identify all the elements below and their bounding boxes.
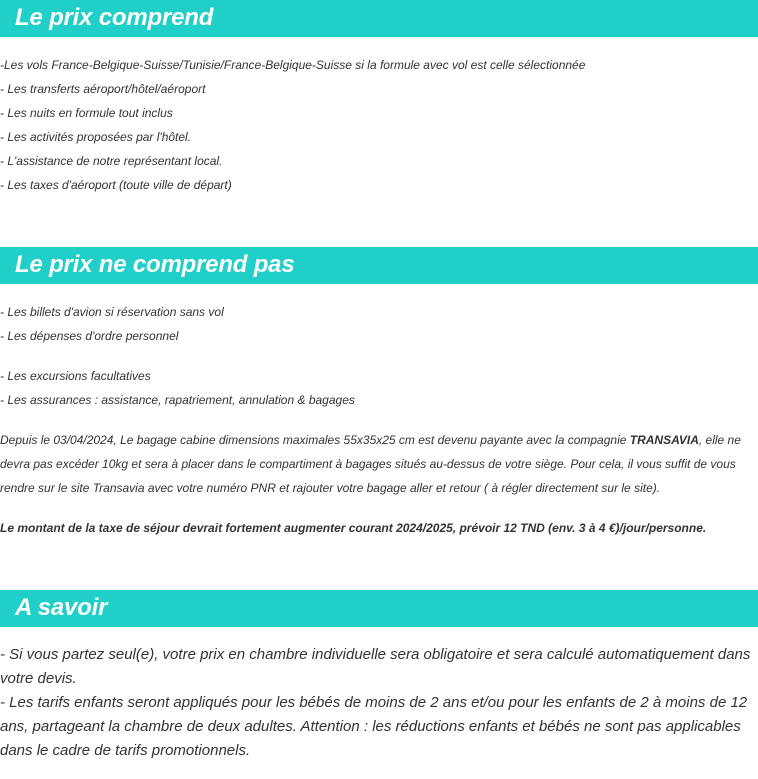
not-included-list-a <box>0 300 224 348</box>
baggage-note-before: Depuis le 03/04/2024, Le bagage cabine dimensions maximales 55x35x25 cm est devenu payante avec la compagnie <box>0 433 630 447</box>
not-included-list-b <box>0 364 355 412</box>
section-header-info <box>0 590 758 627</box>
list-item: - Les transferts aéroport/hôtel/aéroport <box>0 82 206 96</box>
baggage-note-after: , elle ne devra pas excéder 10kg et sera à placer dans le compartiment à bagages situés au-dessus de votre siège. Pour cela, il vous suffit de vous rendre sur le site Transavia avec votre numéro PNR et rajouter votre bagage aller et retour ( à régler directement sur le site). <box>0 433 741 495</box>
single-room-note: - Si vous partez seul(e), votre prix en chambre individuelle sera obligatoire et sera calculé automatiquement dans votre devis. <box>0 646 751 687</box>
section-title-info: A savoir <box>15 594 108 621</box>
list-item: - Les activités proposées par l'hôtel. <box>0 130 192 144</box>
included-list <box>0 53 585 197</box>
list-item: - L'assistance de notre représentant local. <box>0 154 223 168</box>
list-item: - Les excursions facultatives <box>0 369 151 383</box>
section-title-included: Le prix comprend <box>15 4 214 31</box>
baggage-note <box>0 428 752 500</box>
list-item: - Les taxes d'aéroport (toute ville de départ) <box>0 178 232 192</box>
airline-name: TRANSAVIA <box>629 433 699 447</box>
section-header-included <box>0 0 758 37</box>
list-item: -Les vols France-Belgique-Suisse/Tunisie/France-Belgique-Suisse si la formule avec vol est celle sélectionnée <box>0 58 586 72</box>
list-item: - Les assurances : assistance, rapatriement, annulation & bagages <box>0 393 355 407</box>
list-item: - Les dépenses d'ordre personnel <box>0 329 179 343</box>
section-title-not-included: Le prix ne comprend pas <box>15 251 295 278</box>
list-item: - Les billets d'avion si réservation sans vol <box>0 305 224 319</box>
tourist-tax-text: Le montant de la taxe de séjour devrait fortement augmenter courant 2024/2025, prévoir 12 TND (env. 3 à 4 €)/jour/personne. <box>0 521 707 535</box>
section-header-not-included <box>0 247 758 284</box>
children-rates-note: - Les tarifs enfants seront appliqués pour les bébés de moins de 2 ans et/ou pour les enfants de 2 à moins de 12 ans, partageant la chambre de deux adultes. Attention : les réductions enfants et bébés ne sont pas applicables dans le cadre de tarifs promotionnels. <box>0 694 748 759</box>
list-item: - Les nuits en formule tout inclus <box>0 106 173 120</box>
tourist-tax-note <box>0 516 752 540</box>
